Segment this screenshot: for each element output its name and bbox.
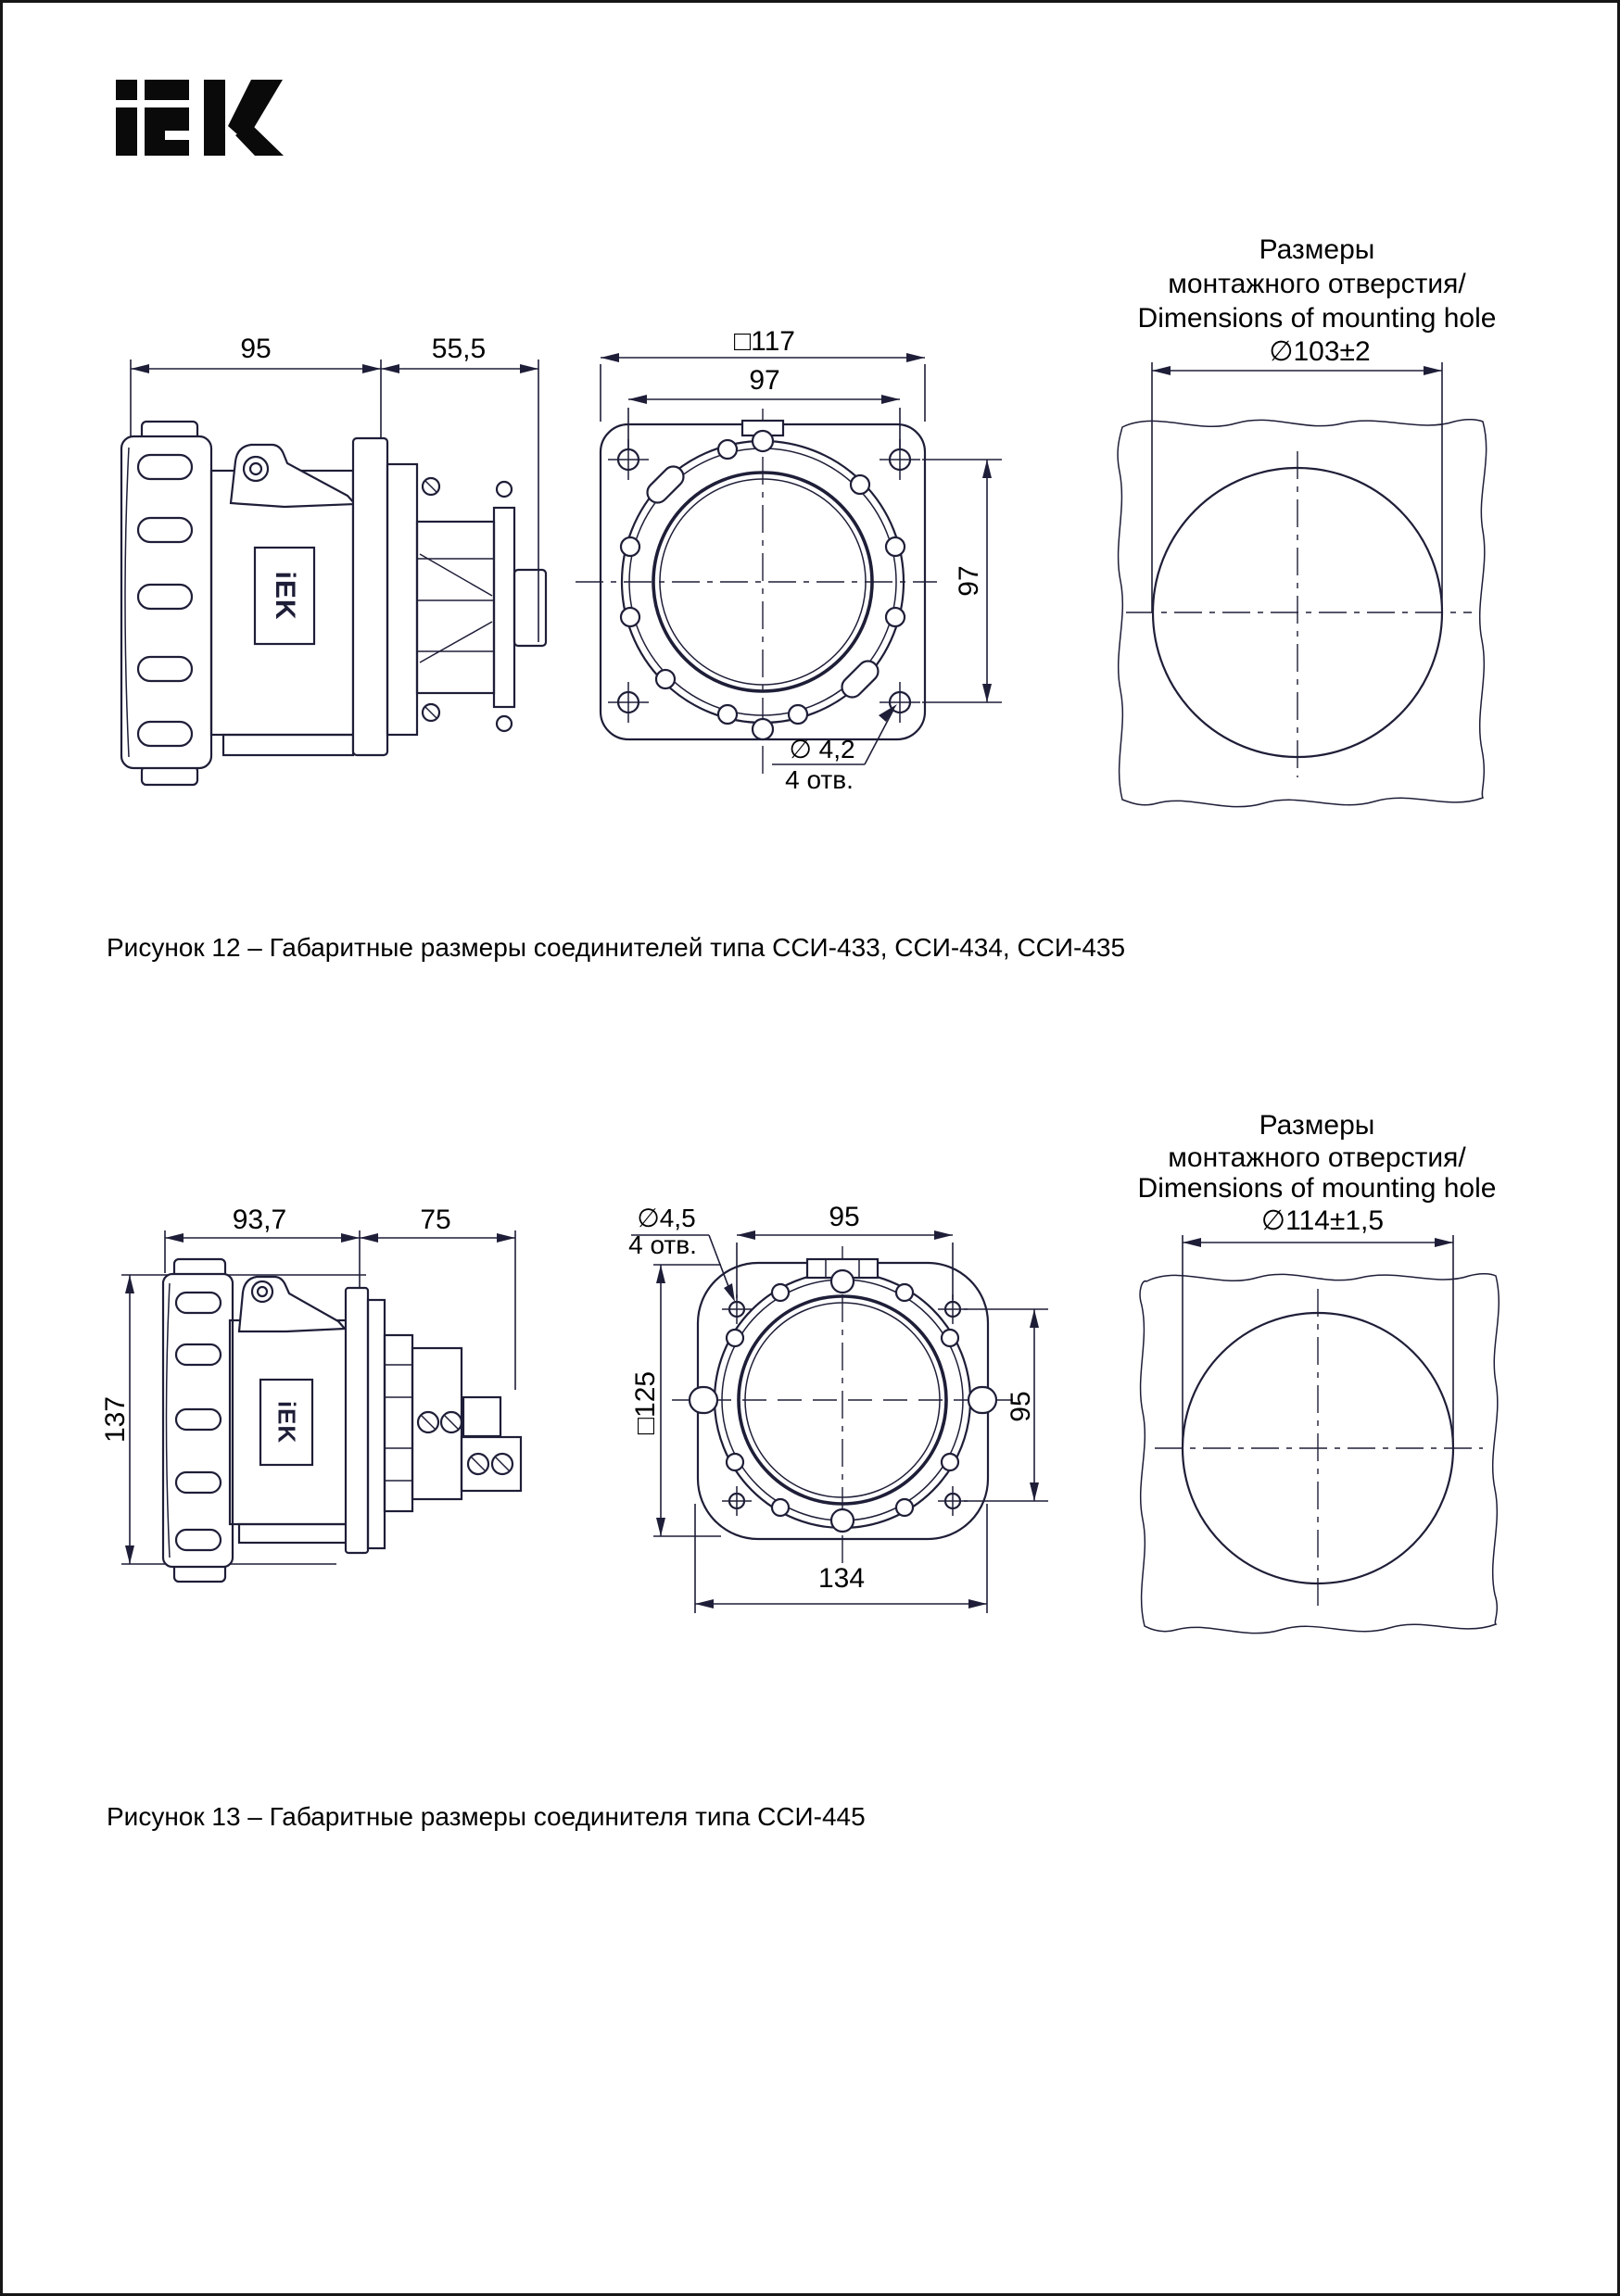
fig12-front-view [576,353,1002,777]
dim-label-holes-v-fig12: 97 [954,565,984,597]
dim-label-overall-fig13: 134 [817,1563,866,1594]
fig13-side-view [121,1230,521,1582]
figure13-caption: Рисунок 13 – Габаритные размеры соединителя типа ССИ-445 [107,1802,866,1831]
flange-plate [346,1288,368,1553]
mount-title-ru2-fig13: монтажного отверстия/ [1168,1142,1466,1173]
brand-plate-text-fig13: iEK [272,1400,301,1444]
fig13-front-view [631,1230,1048,1613]
logo-e-top [145,80,189,100]
dim-label-holes-h-fig13: 95 [829,1202,860,1232]
flange-plate [353,438,387,755]
mount-diameter-fig13: ∅114±1,5 [1260,1205,1385,1236]
dim-label-height-fig13: 137 [100,1395,131,1444]
logo-k-stem [204,80,225,156]
dim-label-holes-h-fig12: 97 [749,365,780,396]
dim-label-holes-v-fig13: 95 [1006,1391,1036,1422]
logo-i-dot [116,80,137,100]
dim-label-body-length-fig13: 93,7 [232,1205,287,1235]
logo-i-body [116,107,137,156]
fig12-mounting-hole [1118,362,1487,807]
iek-logo [114,77,290,160]
fig12-side-view [121,360,546,785]
mount-title-ru1-fig13: Размеры [1259,1110,1375,1141]
dim-label-flange-fig12: □117 [734,326,795,357]
rear-assembly [387,464,546,735]
hole-count-label-fig13: 4 отв. [628,1230,697,1259]
panel-outline [1140,1274,1499,1634]
mount-title-en-fig13: Dimensions of mounting hole [1137,1173,1497,1204]
brand-plate-text-fig12: iEK [270,571,300,621]
dim-label-flange-fig13: □125 [630,1370,661,1435]
dim-label-rear-depth-fig13: 75 [420,1205,451,1235]
hole-diameter-label-fig13: ∅4,5 [637,1204,696,1232]
mount-title-ru1-fig12: Размеры [1259,234,1375,265]
logo-e-block [145,107,189,156]
hole-diameter-label-fig12: ∅ 4,2 [789,735,855,763]
rear-assembly [368,1300,521,1548]
hole-count-label-fig12: 4 отв. [785,765,854,794]
mount-diameter-fig12: ∅103±2 [1269,336,1371,367]
mount-title-ru2-fig12: монтажного отверстия/ [1168,269,1466,299]
latch [231,445,355,507]
dim-label-rear-depth-fig12: 55,5 [431,334,487,364]
dim-label-body-length-fig12: 95 [240,334,272,364]
figure12-caption: Рисунок 12 – Габаритные размеры соединителей типа ССИ-433, ССИ-434, ССИ-435 [107,933,1126,962]
mount-title-en-fig12: Dimensions of mounting hole [1137,303,1497,334]
fig13-mounting-hole [1140,1235,1499,1634]
